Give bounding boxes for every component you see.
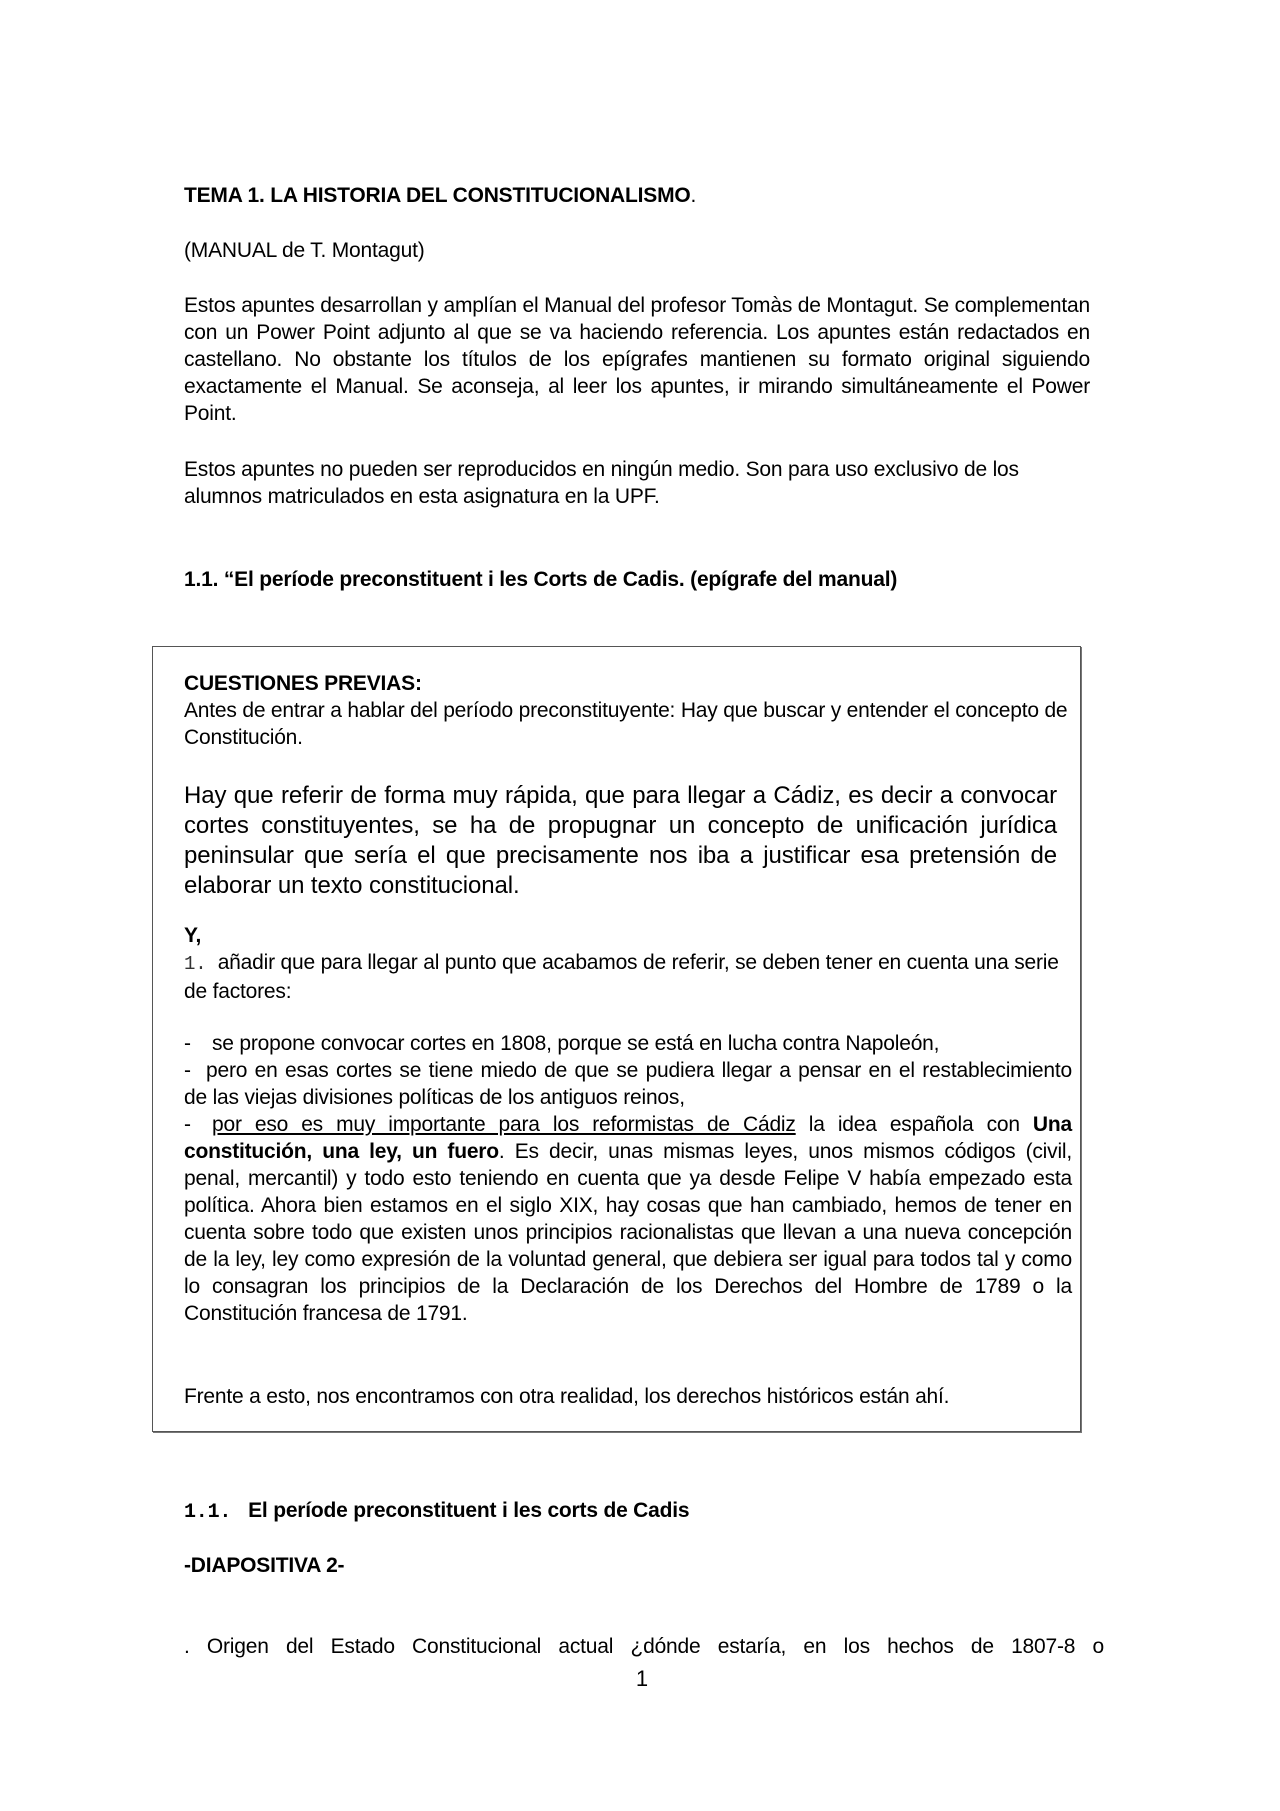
bullet-marker: - bbox=[184, 1059, 191, 1082]
intro-paragraph: Estos apuntes desarrollan y amplían el Manual del profesor Tomàs de Montagut. Se complementan con un Power Point adjunto al que se va haciendo referencia. Los apuntes están redactados en castellano. No obstante los títulos de los epígrafes mantienen su formato original siguiendo exactamente el Manual. Se aconseja, al leer los apuntes, ir mirando simultáneamente el Power Point. bbox=[184, 294, 1090, 425]
title-period: . bbox=[690, 184, 697, 207]
bullet-item bbox=[184, 1111, 1072, 1327]
manual-reference: (MANUAL de T. Montagut) bbox=[184, 239, 425, 262]
bullet-marker: - bbox=[184, 1032, 191, 1055]
box-large-paragraph: Hay que referir de forma muy rápida, que para llegar a Cádiz, es decir a convocar cortes constituyentes, se ha de propugnar un concepto de unificación jurídica peninsular que sería el que precisamente nos iba a justificar esa pretensión de elaborar un texto constitucional. bbox=[184, 782, 1057, 899]
numbered-marker: 1. bbox=[184, 953, 207, 975]
page-number: 1 bbox=[635, 1666, 649, 1691]
document-title bbox=[184, 182, 696, 209]
bullet-text: pero en esas cortes se tiene miedo de que se pudiera llegar a pensar en el restablecimiento de las viejas divisiones políticas de los antiguos reinos, bbox=[184, 1059, 1072, 1109]
bullet-item bbox=[184, 1030, 1072, 1057]
copyright-paragraph: Estos apuntes no pueden ser reproducidos en ningún medio. Son para uso exclusivo de los alumnos matriculados en esta asignatura en la UPF. bbox=[184, 458, 1019, 508]
bullet-marker: - bbox=[184, 1113, 191, 1136]
section-number: 1.1. bbox=[184, 1501, 232, 1524]
box-y-label: Y, bbox=[184, 924, 202, 947]
box-intro: Antes de entrar a hablar del período preconstituyente: Hay que buscar y entender el concepto de Constitución. bbox=[184, 699, 1068, 749]
underlined-phrase: por eso es muy importante para los reformistas de Cádiz bbox=[212, 1113, 796, 1136]
box-heading: CUESTIONES PREVIAS: bbox=[184, 672, 422, 695]
section-title: El període preconstituent i les corts de Cadis bbox=[248, 1499, 690, 1522]
bullet-text: la idea española con bbox=[795, 1113, 1033, 1136]
box-closing: Frente a esto, nos encontramos con otra realidad, los derechos históricos están ahí. bbox=[184, 1385, 950, 1408]
last-line: . Origen del Estado Constitucional actual ¿dónde estaría, en los hechos de 1807-8 o bbox=[184, 1635, 1104, 1658]
bold-phrase: Una constitución, una ley, un fuero bbox=[184, 1113, 1072, 1163]
section-heading-epigraph: 1.1. “El període preconstituent i les Corts de Cadis. (epígrafe del manual) bbox=[184, 568, 898, 591]
bullet-text: se propone convocar cortes en 1808, porque se está en lucha contra Napoleón, bbox=[212, 1032, 940, 1055]
numbered-text: añadir que para llegar al punto que acabamos de referir, se deben tener en cuenta una serie de factores: bbox=[184, 951, 1059, 1003]
title-text: TEMA 1. LA HISTORIA DEL CONSTITUCIONALISMO bbox=[184, 184, 691, 207]
bullet-item bbox=[184, 1057, 1072, 1111]
bullet-text-continued: . Es decir, unas mismas leyes, unos mismos códigos (civil, penal, mercantil) y todo esto teniendo en cuenta que ya desde Felipe V había empezado esta política. Ahora bien estamos en el siglo XIX, hay cosas que han cambiado, hemos de tener en cuenta sobre todo que existen unos principios racionalistas que llevan a una nueva concepción de la ley, ley como expresión de la voluntad general, que debiera ser igual para todos tal y como lo consagran los principios de la Declaración de los Derechos del Hombre de 1789 o la Constitución francesa de 1791. bbox=[184, 1140, 1073, 1325]
box-numbered-item bbox=[184, 949, 1072, 1005]
section-heading-2 bbox=[184, 1497, 689, 1526]
slide-label: -DIAPOSITIVA 2- bbox=[184, 1554, 345, 1577]
